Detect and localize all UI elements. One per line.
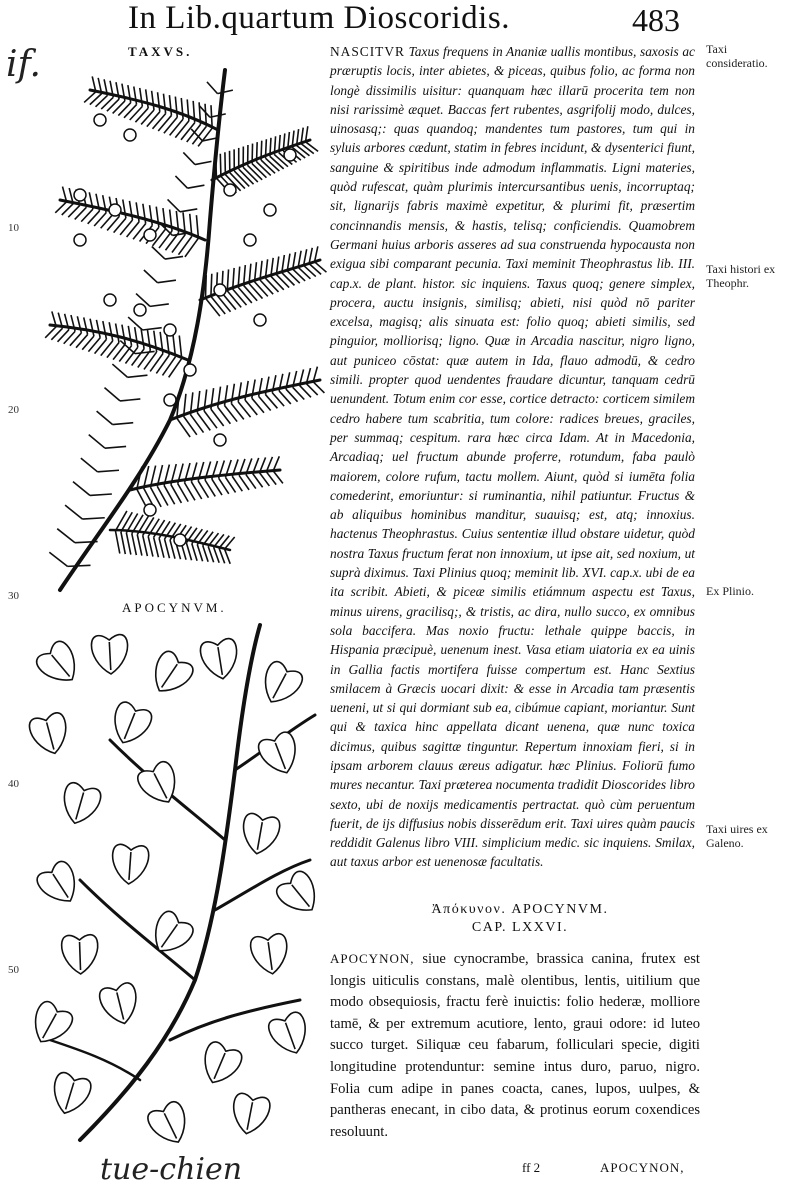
taxus-caption: TAXVS. xyxy=(128,44,193,59)
taxus-woodcut-illustration xyxy=(20,60,330,600)
line-number: 20 xyxy=(8,404,19,416)
running-head-title: In Lib.quartum Dioscoridis. xyxy=(128,0,510,36)
page-number: 483 xyxy=(632,2,680,38)
apocynum-woodcut-illustration xyxy=(20,620,330,1150)
margin-note: Taxi histori ex Theophr. xyxy=(706,262,776,290)
apocynum-caption: APOCYNVM. xyxy=(122,600,227,615)
description-body: siue cynocrambe, brassica canina, frutex est longis uiticulis constans, malè olentibus, lentis, uitilium que modo obsequiosis, fractu ferè inuictis: folio hederæ, molliore tamē, & per extremum acutiore, lento, graui odore: id luteo succo turget. Siliquæ ceu fabarum, folliculari specie, digiti longitudine protenduntur: semine intus duro, paruo, nigro. Folia cum adipe in panes coacta, canes, lupos, uulpes, & pantheras enecant, in cibo data, & protinus eorum coxendices resoluunt. xyxy=(330,951,700,1140)
drop-word: NASCITVR xyxy=(330,44,405,59)
margin-note: Taxi consideratio. xyxy=(706,42,768,70)
taxus-commentary-text xyxy=(330,42,695,872)
chapter-number: CAP. LXXVI. xyxy=(471,920,569,935)
line-number: 30 xyxy=(8,590,19,602)
line-number: 50 xyxy=(8,964,19,976)
drop-word: APOCYNON, xyxy=(330,951,415,966)
catchword: APOCYNON, xyxy=(600,1160,685,1175)
line-number: 10 xyxy=(8,222,19,234)
margin-note: Ex Plinio. xyxy=(706,584,755,598)
handwritten-note-bottom: tue-chien xyxy=(100,1152,243,1187)
handwritten-note-top: if. xyxy=(6,44,41,85)
commentary-body: Taxus frequens in Ananiæ uallis montibus, saxosis ac præruptis locis, inter abietes, & piceas, quibus folio, ac forma non longè dissimilis uisitur: quanquam hæc illarū procerita tem non nisi rarissimè æquet. Baccas fert rubentes, asgrifolij modo, dulces, uinosasq;: quas quandoq; mandentes tum pastores, tum qui in syluis arbores cædunt, statim in febres incidunt, & dysenterici fiunt, sanguine & spiritibus inde admodum inflammatis. Ligni materies, quòd rufescat, quàm plurimis intercursantibus uenis, incorruptaq; sit, lignarijs fabris maximè expetitur, & plurimi fit, præsertim concinnandis mensis, & hastis, telisq; conficiendis. Quamobrem Germani huius arboris asseres ad sua construenda hypocausta non exigua sibi comparant pecunia. Taxi meminit Theophrastus lib. III. cap.x. de plant. histor. sic inquiens. Taxus quoq; genere simplex, procera, auctu insignis, similisq; abieti, nisi quòd nō pariter excelsa, magisq; alis sinuata est: folio quoq; abieti similis, sed pinguior, molliorisq; ligno. Quæ in Arcadia nascitur, nigro ligno, aut puniceo cōstat: quæ autem in Ida, flauo admodū, & cedro simili. propter quod uendentes fraudare dicuntur, tanquam cedrū uenundent. Totum enim cor esse, cortice detracto: corticem similem cedro habere tum scabritia, tum colore: radices breues, graciles, per summaq; cespitum. rara hæc circa Idam. At in Macedonia, Arcadiaq; uel fructum abunde proferre, rotundum, faba paulò maiorem, colore rufum, tactu mollem. Aiunt, quòd si iumēta folia comederint, emoriuntur: si ruminantia, nihil patiuntur. Fructus & ab aliquibus hominibus manditur, suauisq; est, atq; innoxius. hactenus Theophrastus. Cuius sententiæ illud obstare uidetur, quòd nostra Taxus fructum ferat non innoxium, ut ipse ait, sed noxium, ut suprà diximus. Taxi Plinius quoq; meminit lib. XVI. cap.x. ubi de ea ita scribit. Abieti, & piceæ similis etiámnum aspectu est Taxus, minus uirens, gracilisq;, & tristis, ac dira, nullo succo, ex omnibus sola baccifera. Mas noxio fructu: lethale quippe baccis, in Hispania præcipuè, uenenum inest. Vasa etiam uiatoria ex ea uinis in Gallia factis mortifera fuisse compertum est. Hanc Sextius smilacem à Græcis uocari dixit: & esse in Arcadia tam præsentis ueneni, ut si qui dormiant sub ea, cibúmue capiant, moriantur. Sunt qui & taxica hinc appellata dicant uenena, quæ nunc toxica dicimus, quibus sagittæ tinguntur. Repertum innoxiam fieri, si in ipsam arborem clauus æreus adigatur. hæc Plinius. Foliorū fumo mures necantur. Taxi præterea nocumenta tradidit Dioscorides libro sexto, ubi de noxijs medicamentis pertractat. quò cùm peruentum fuerit, de ijs diffusius nobis disserēdum erit. Taxi uires quàm paucis reddidit Galenus libro VIII. simplicium medic. sic inquiens. Smilax, aut taxus arbor est uenenosæ facultatis. xyxy=(330,44,695,870)
margin-note: Taxi uires ex Galeno. xyxy=(706,822,768,850)
chapter-title: Ἀπόκυνον. APOCYNVM. xyxy=(431,902,609,917)
line-number: 40 xyxy=(8,778,19,790)
signature-mark: ff 2 xyxy=(522,1160,541,1175)
apocynum-description-text xyxy=(330,948,700,1143)
